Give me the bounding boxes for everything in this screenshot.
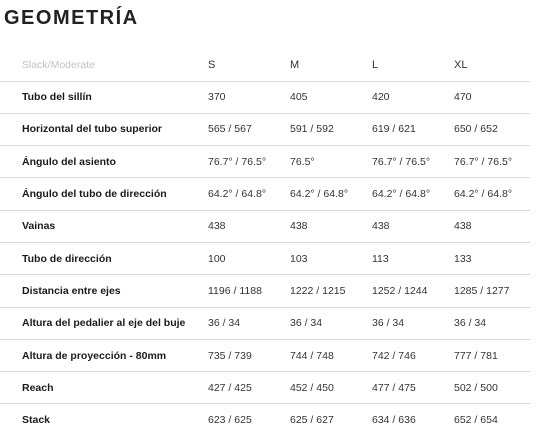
table-row [0,210,530,242]
table-cell: 502 / 500 [454,381,498,394]
table-cell: 100 [208,252,226,265]
row-label: Ángulo del asiento [22,155,116,168]
table-cell: 36 / 34 [372,317,405,330]
table-cell: 438 [290,220,308,233]
row-label: Stack [22,414,51,427]
table-cell: 64.2° / 64.8° [454,188,513,201]
table-row [0,242,530,274]
table-cell: 1252 / 1244 [372,284,428,297]
size-header-s: S [205,50,287,81]
table-cell: 76.5° [290,155,315,168]
geometry-mode-label: Slack/Moderate [0,50,205,81]
table-cell: 113 [372,252,389,265]
table-cell: 438 [208,220,226,233]
table-cell: 76.7° / 76.5° [372,155,431,168]
table-cell: 36 / 34 [454,317,487,330]
row-label: Altura de proyección - 80mm [22,349,167,362]
table-cell: 623 / 625 [208,414,252,427]
table-row [0,146,530,178]
table-cell: 36 / 34 [290,317,323,330]
table-row [0,372,530,404]
table-row [0,178,530,210]
table-cell: 405 [290,91,308,104]
table-cell: 370 [208,91,226,104]
table-cell: 452 / 450 [290,381,334,394]
table-cell: 76.7° / 76.5° [454,155,513,168]
geometry-table [0,50,530,436]
table-body [0,81,530,436]
table-row [0,81,530,113]
row-label: Reach [22,381,54,394]
table-cell: 742 / 746 [372,349,416,362]
row-label: Ángulo del tubo de dirección [22,188,167,201]
table-row [0,339,530,371]
table-row [0,404,530,436]
row-label: Tubo del sillín [22,91,92,104]
page-title: GEOMETRÍA [4,7,139,29]
row-label: Horizontal del tubo superior [22,123,163,136]
row-label: Altura del pedalier al eje del buje [22,317,186,330]
table-cell: 652 / 654 [454,414,498,427]
table-cell: 103 [290,252,308,265]
size-header-l: L [369,50,451,81]
table-row [0,113,530,145]
table-cell: 438 [372,220,390,233]
table-cell: 420 [372,91,390,104]
table-cell: 64.2° / 64.8° [290,188,349,201]
row-label: Distancia entre ejes [22,284,121,297]
table-cell: 735 / 739 [208,349,252,362]
table-cell: 777 / 781 [454,349,498,362]
table-cell: 64.2° / 64.8° [372,188,431,201]
size-header-m: M [287,50,369,81]
table-cell: 625 / 627 [290,414,334,427]
table-cell: 133 [454,252,472,265]
table-cell: 76.7° / 76.5° [208,155,267,168]
table-row [0,307,530,339]
table-cell: 438 [454,220,472,233]
table-cell: 1285 / 1277 [454,284,510,297]
row-label: Tubo de dirección [22,252,112,265]
table-cell: 477 / 475 [372,381,416,394]
table-cell: 1222 / 1215 [290,284,346,297]
table-header-row [0,50,530,81]
row-label: Vainas [22,220,56,233]
table-cell: 619 / 621 [372,123,416,136]
table-row [0,275,530,307]
table-cell: 634 / 636 [372,414,416,427]
table-cell: 427 / 425 [208,381,252,394]
table-cell: 565 / 567 [208,123,252,136]
table-cell: 64.2° / 64.8° [208,188,267,201]
table-cell: 1196 / 1188 [208,284,262,297]
table-cell: 744 / 748 [290,349,334,362]
size-header-xl: XL [451,50,530,81]
table-cell: 36 / 34 [208,317,241,330]
table-cell: 591 / 592 [290,123,334,136]
table-cell: 470 [454,91,472,104]
table-cell: 650 / 652 [454,123,498,136]
